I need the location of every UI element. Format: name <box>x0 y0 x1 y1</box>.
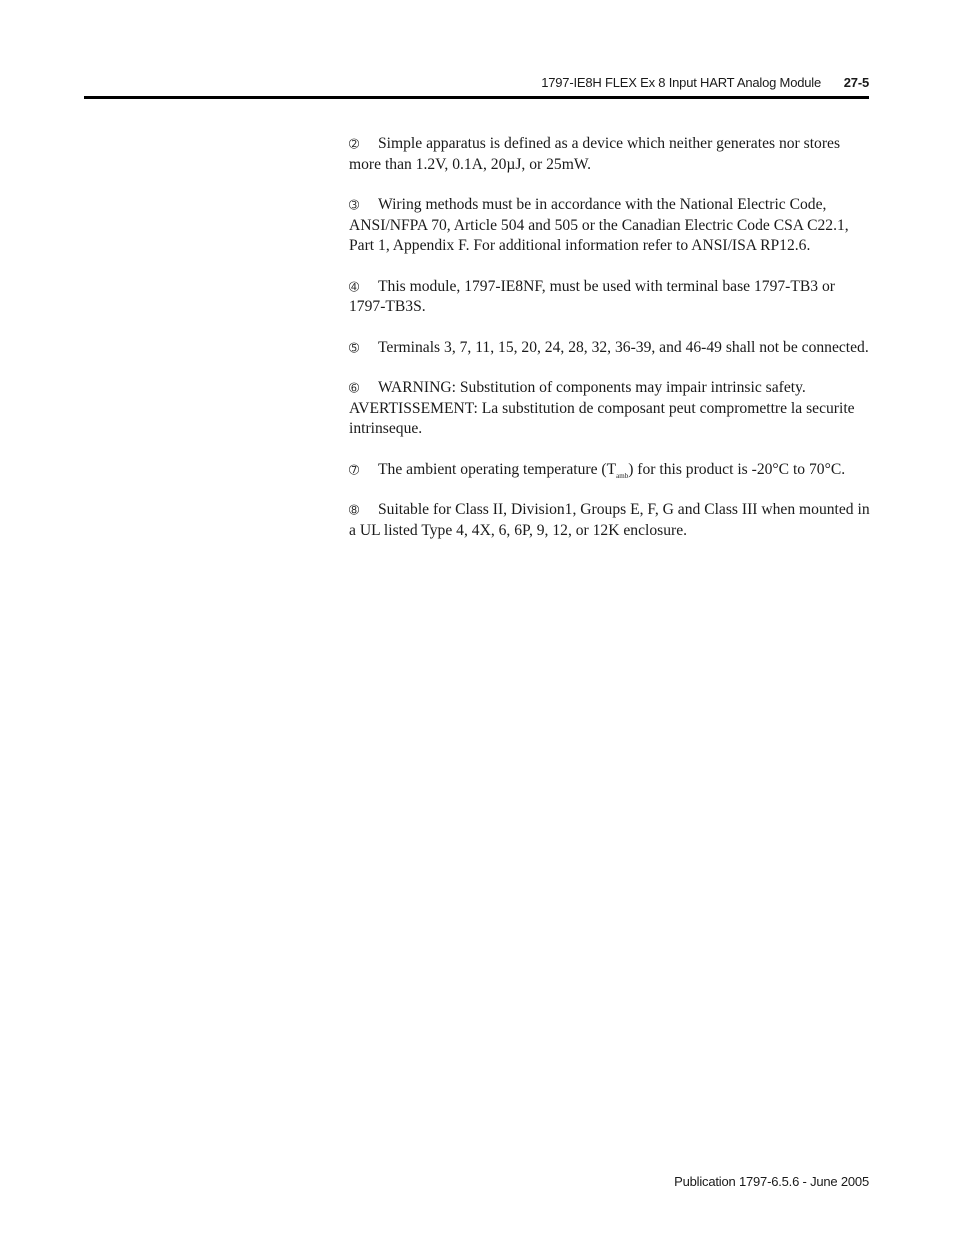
note-text: WARNING: Substitution of components may impair intrinsic safety. AVERTISSEMENT: La substitution de composant peut compromettre la securite intrinseque. <box>349 379 855 437</box>
note-marker: ➄ <box>349 340 360 355</box>
header-title: 1797-IE8H FLEX Ex 8 Input HART Analog Module <box>541 75 821 90</box>
publication-footer: Publication 1797-6.5.6 - June 2005 <box>674 1174 869 1189</box>
page-header <box>84 72 869 94</box>
note-marker: ➃ <box>349 279 360 294</box>
note-text: Terminals 3, 7, 11, 15, 20, 24, 28, 32, 36-39, and 46-49 shall not be connected. <box>378 338 869 356</box>
header-rule <box>84 96 869 99</box>
note-marker: ➂ <box>349 198 360 212</box>
note-text: Suitable for Class II, Division1, Groups E, F, G and Class III when mounted in a UL listed Type 4, 4X, 6, 6P, 9, 12, or 12K enclosure. <box>349 501 870 539</box>
note-7 <box>349 460 871 481</box>
note-3 <box>349 195 871 257</box>
notes-list <box>349 134 871 561</box>
note-5 <box>349 338 871 359</box>
note-text: Wiring methods must be in accordance with the National Electric Code, ANSI/NFPA 70, Article 504 and 505 or the Canadian Electric Code CSA C22.1, Part 1, Appendix F. For additional information refer to ANSI/ISA RP12.6. <box>349 196 849 254</box>
note-text-before: The ambient operating temperature (T <box>378 460 617 478</box>
note-marker: ➆ <box>349 462 360 477</box>
page-number: 27-5 <box>843 75 869 90</box>
note-8 <box>349 500 871 541</box>
note-marker: ➅ <box>349 381 360 395</box>
note-6 <box>349 378 871 440</box>
note-subscript: amb <box>616 471 629 480</box>
note-text-after: ) for this product is -20°C to 70°C. <box>628 460 846 478</box>
note-4 <box>349 277 871 318</box>
note-text: Simple apparatus is defined as a device which neither generates nor stores more than 1.2V, 0.1A, 20µJ, or 25mW. <box>349 135 841 173</box>
note-marker: ➇ <box>349 503 360 517</box>
note-text: This module, 1797-IE8NF, must be used with terminal base 1797-TB3 or 1797-TB3S. <box>349 277 835 315</box>
note-marker: ➁ <box>349 137 360 151</box>
note-2 <box>349 134 871 175</box>
